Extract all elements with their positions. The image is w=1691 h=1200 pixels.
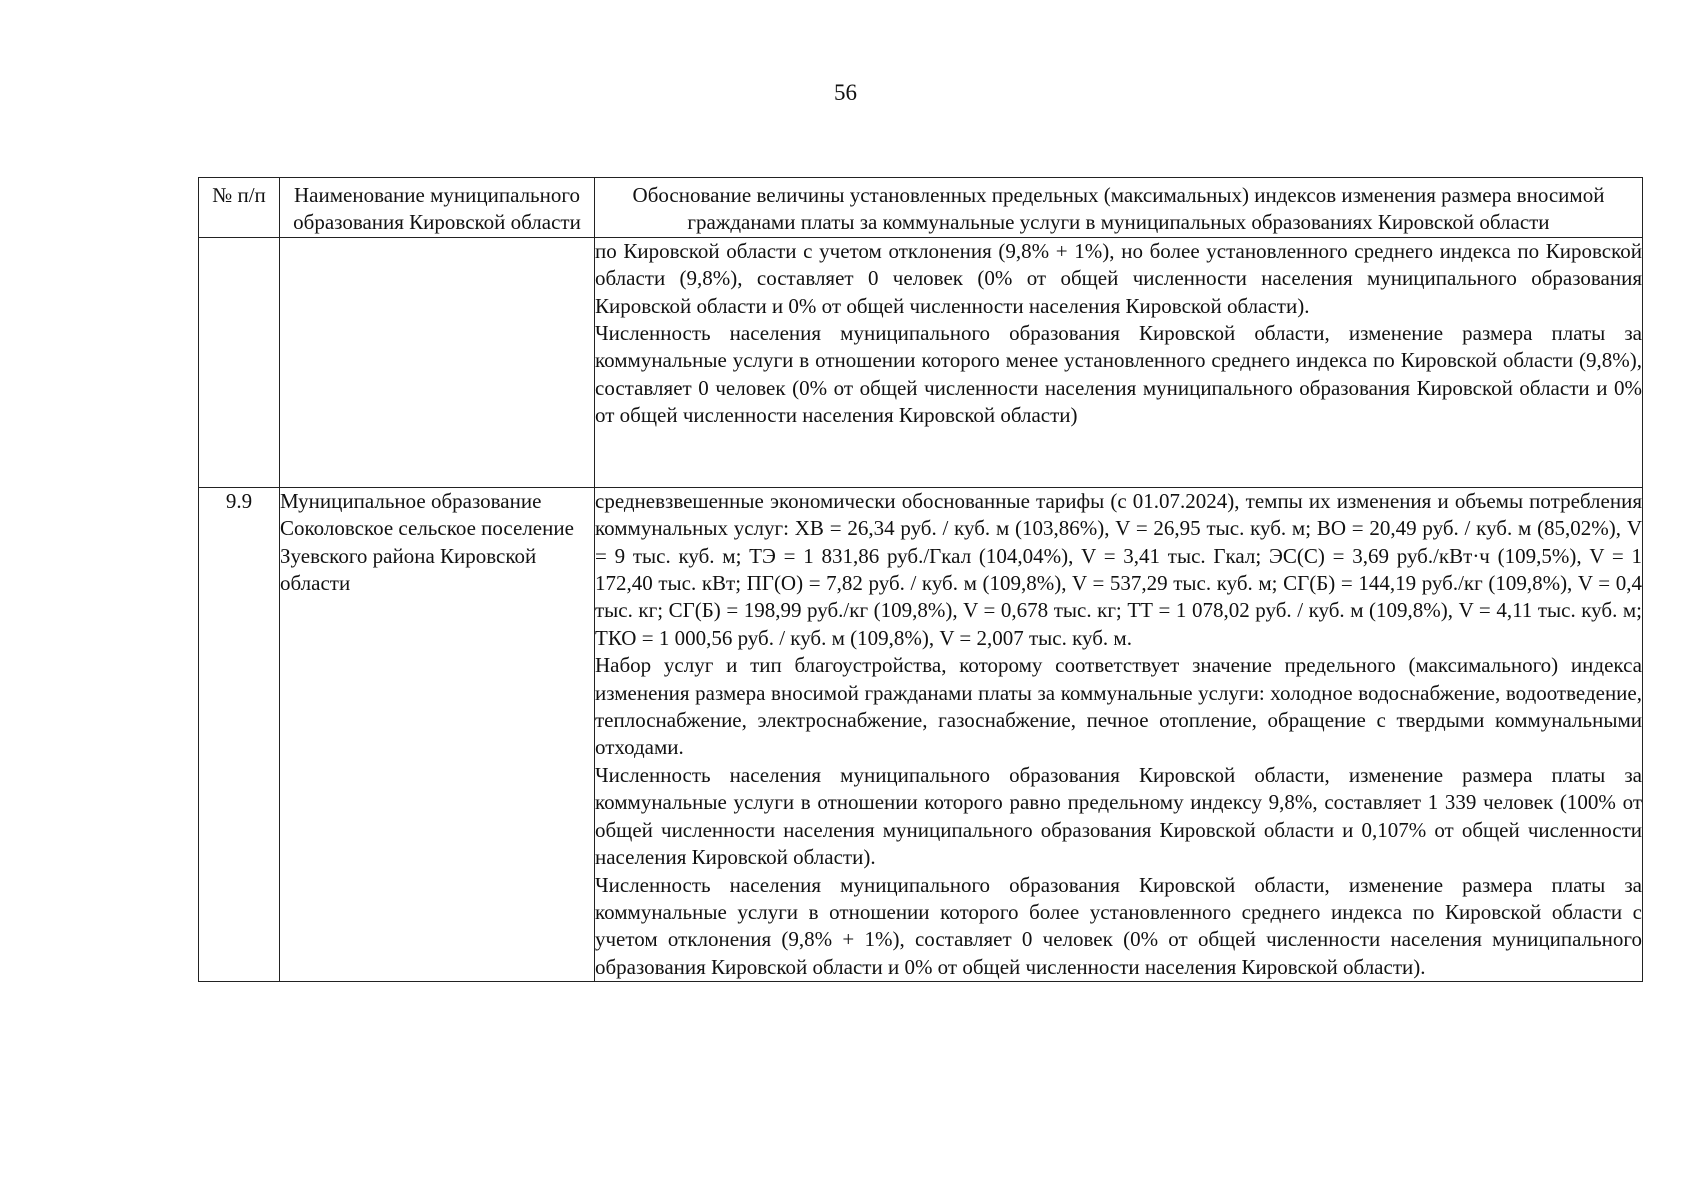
justification-paragraph: по Кировской области с учетом отклонения (9,8% + 1%), но более установленного среднего индекса по Кировской области (9,8%), составляет 0 человек (0% от общей численности населения муниципального образования Кировской области и 0% от общей численности населения Кировской области). xyxy=(595,238,1642,318)
header-municipality-name: Наименование муниципального образования Кировской области xyxy=(280,178,595,238)
header-number: № п/п xyxy=(199,178,280,238)
row-number: 9.9 xyxy=(199,487,280,981)
header-justification: Обоснование величины установленных предельных (максимальных) индексов изменения размера вносимой гражданами платы за коммунальные услуги в муниципальных образованиях Кировской области xyxy=(595,178,1643,238)
municipality-name xyxy=(280,237,595,487)
municipality-name: Муниципальное образование Соколовское сельское поселение Зуевского района Кировской области xyxy=(280,487,595,981)
justification-cell xyxy=(595,237,1643,487)
justification-paragraph: средневзвешенные экономически обоснованные тарифы (с 01.07.2024), темпы их изменения и объемы потребления коммунальных услуг: ХВ = 26,34 руб. / куб. м (103,86%), V = 26,95 тыс. куб. м; ВО = 20,49 руб. / куб. м (85,02%), V = 9 тыс. куб. м; ТЭ = 1 831,86 руб./Гкал (104,04%), V = 3,41 тыс. Гкал; ЭС(С) = 3,69 руб./кВт·ч (109,5%), V = 1 172,40 тыс. кВт; ПГ(О) = 7,82 руб. / куб. м (109,8%), V = 537,29 тыс. куб. м; СГ(Б) = 144,19 руб./кг (109,8%), V = 0,4 тыс. кг; СГ(Б) = 198,99 руб./кг (109,8%), V = 0,678 тыс. кг; ТТ = 1 078,02 руб. / куб. м (109,8%), V = 4,11 тыс. куб. м; ТКО = 1 000,56 руб. / куб. м (109,8%), V = 2,007 тыс. куб. м. xyxy=(595,488,1642,650)
row-number xyxy=(199,237,280,487)
justification-paragraph: Численность населения муниципального образования Кировской области, изменение размера платы за коммунальные услуги в отношении которого равно предельному индексу 9,8%, составляет 1 339 человек (100% от общей численности населения муниципального образования Кировской области и 0,107% от общей численности населения Кировской области). xyxy=(595,762,1642,870)
page-number: 56 xyxy=(834,80,857,105)
justification-table xyxy=(198,177,1643,982)
justification-paragraph: Набор услуг и тип благоустройства, которому соответствует значение предельного (максимального) индекса изменения размера вносимой гражданами платы за коммунальные услуги: холодное водоснабжение, водоотведение, теплоснабжение, электроснабжение, газоснабжение, печное отопление, обращение с твердыми коммунальными отходами. xyxy=(595,653,1642,760)
justification-paragraph: Численность населения муниципального образования Кировской области, изменение размера платы за коммунальные услуги в отношении которого более установленного среднего индекса по Кировской области с учетом отклонения (9,8% + 1%), составляет 0 человек (0% от общей численности населения муниципального образования Кировской области и 0% от общей численности населения Кировской области). xyxy=(595,872,1642,979)
justification-cell xyxy=(595,487,1643,981)
table-row xyxy=(199,487,1643,981)
justification-paragraph: Численность населения муниципального образования Кировской области, изменение размера платы за коммунальные услуги в отношении которого менее установленного среднего индекса по Кировской области (9,8%), составляет 0 человек (0% от общей численности населения муниципального образования Кировской области и 0% от общей численности населения Кировской области) xyxy=(595,321,1642,428)
table-row xyxy=(199,237,1643,487)
table-header-row xyxy=(199,178,1643,238)
